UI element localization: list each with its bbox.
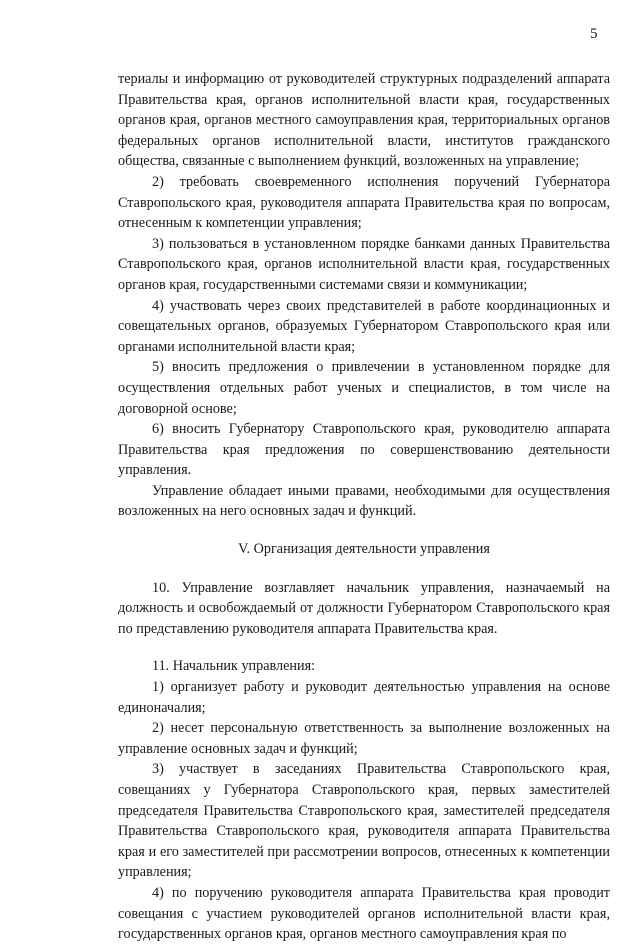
paragraph-duty-4: 4) по поручению руководителя аппарата Правительства края проводит совещания с участием руководителей органов исполнительной власти края, государственных органов края, органов местного самоуправления края по — [118, 884, 610, 943]
document-body — [118, 69, 610, 945]
paragraph-duty-3: 3) участвует в заседаниях Правительства Ставропольского края, совещаниях у Губернатора Ставропольского края, первых заместителей председателя Правительства Ставропольского края, заместителей председателя Правительства Ставропольского края, руководителя аппарата Правительства края и его заместителей при рассмотрении вопросов, отнесенных к компетенции управления; — [118, 761, 610, 881]
paragraph-right-3: 3) пользоваться в установленном порядке банками данных Правительства Ставропольского края, органов исполнительной власти края, государственных органов края, государственными системами связи и коммуникации; — [118, 235, 610, 293]
paragraph-right-2: 2) требовать своевременного исполнения поручений Губернатора Ставропольского края, руководителя аппарата Правительства края по вопросам, отнесенным к компетенции управления; — [118, 173, 610, 232]
paragraph-right-4: 4) участвовать через своих представителей в работе координационных и совещательных органов, образуемых Губернатором Ставропольского края или органами исполнительной власти края; — [118, 297, 610, 355]
paragraph-other-rights: Управление обладает иными правами, необходимыми для осуществления возложенных на него основных задач и функций. — [118, 482, 610, 520]
section-heading: V. Организация деятельности управления — [238, 541, 490, 558]
paragraph-continuation: териалы и информацию от руководителей структурных подразделений аппарата Правительства края, органов исполнительной власти края, государственных органов края, органов местного самоуправления края, территориальных органов федеральных органов исполнительной власти, институтов гражданского общества, связанные с выполнением функций, возложенных на управление; — [118, 71, 610, 170]
paragraph-right-5: 5) вносить предложения о привлечении в установленном порядке для осуществления отдельных работ ученых и специалистов, в том числе на договорной основе; — [118, 359, 610, 417]
page-number: 5 — [590, 26, 598, 42]
paragraph-duty-1: 1) организует работу и руководит деятельностью управления на основе единоначалия; — [118, 679, 610, 716]
paragraph-right-6: 6) вносить Губернатору Ставропольского края, руководителю аппарата Правительства края предложения по совершенствованию деятельности управления. — [118, 421, 610, 479]
paragraph-item-10: 10. Управление возглавляет начальник управления, назначаемый на должность и освобождаемый от должности Губернатором Ставропольского края по представлению руководителя аппарата Правительства края. — [118, 579, 610, 637]
paragraph-duty-2: 2) несет персональную ответственность за выполнение возложенных на управление основных задач и функций; — [118, 720, 610, 757]
paragraph-item-11: 11. Начальник управления: — [152, 658, 316, 675]
